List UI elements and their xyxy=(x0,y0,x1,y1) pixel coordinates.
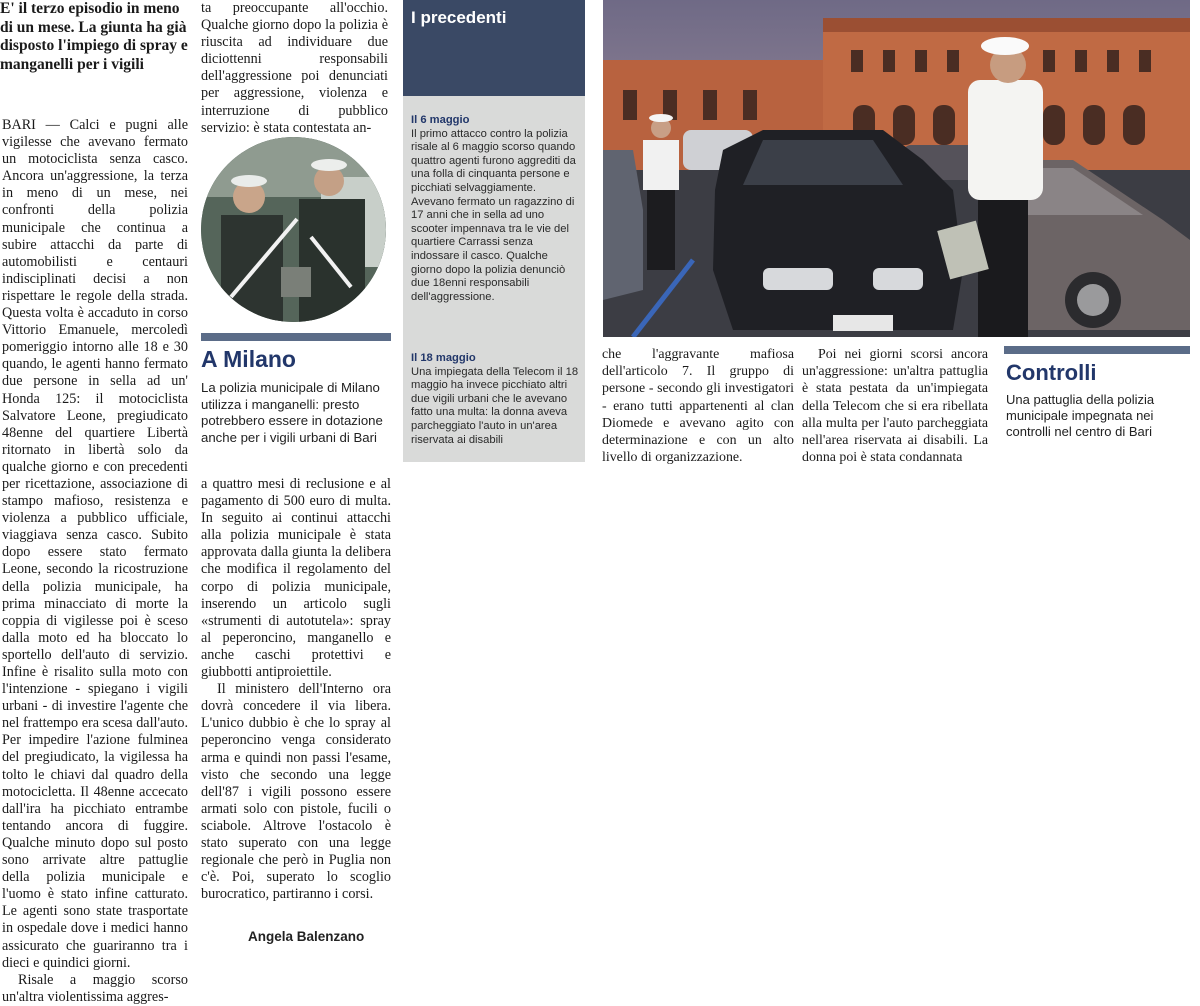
article-column-3 xyxy=(602,346,794,466)
article-paragraph: Il ministero dell'Interno ora dovrà concedere il via libera. L'unico dubbio è che lo spray al peperoncino venga considerato arma e quindi non passi l'esame, visto che secondo una legge dell'87 i vigili possono essere armati solo con pistole, fucili o sciabole. Altrove l'ostacolo è stato superato con una legge regionale che però in Puglia non c'è. Poi, superato lo scoglio burocratico, partiranno i corsi. xyxy=(201,681,391,903)
controlli-caption: Una pattuglia della polizia municipale impegnata nei controlli nel centro di Bari xyxy=(1006,392,1155,439)
article-paragraph: Poi nei giorni scorsi ancora un'aggressione: un'altra pattuglia è stata pestata da un'impiegata della Telecom che si era ribellata alla multa per l'auto parcheggiata nell'area riservata ai disabili. La donna poi è stata condannata xyxy=(802,347,988,466)
milano-caption: La polizia municipale di Milano utilizza i manganelli: presto potrebbero essere in dotazione anche per i vigili urbani di Bari xyxy=(201,380,383,445)
article-paragraph: BARI — Calci e pugni alle vigilesse che avevano fermato un motociclista senza casco. Ancora un'aggressione, la terza in meno di un mese, nei confronti della polizia municipale che continua a subire attacchi da parte di automobilisti e centauri indisciplinati decisi a non rispettare le regole della strada. Questa volta è accaduto in corso Vittorio Emanuele, mercoledì pomeriggio intorno alle 18 e 30 quando, le agenti hanno fermato due persone in sella ad un' Honda 125: il motociclista Salvatore Leone, pregiudicato 48enne del quartiere Libertà ritornato in libertà solo da qualche giorno e con precedenti per ricettazione, associazione di stampo mafioso, resistenza e violenza a pubblico ufficiale, viaggiava senza casco. Subito dopo essere stato fermato Leone, secondo la ricostruzione della polizia municipale, ha prima minacciato di morte la coppia di vigilesse poi è sceso dalla moto ed ha bloccato lo sportello dell'auto di servizio. Infine è risalito sulla moto con l'intenzione - spiegano i vigili urbani - di investire l'agente che nel frattempo era scesa dall'auto. Per impedire l'azione fulminea del pregiudicato, la vigilessa ha tolto le chiavi dal quadro della motocicletta. Il 48enne accecato dall'ira ha picchiato entrambe tentando ancora di fuggire. Qualche minuto dopo sul posto sono arrivate altre pattuglie della polizia municipale e l'uomo è stato infine catturato. Le agenti sono state trasportate in ospedale dove i medici hanno assicurato che guariranno tra i dieci e quindici giorni. xyxy=(2,117,188,971)
officers-photo xyxy=(201,137,386,322)
milano-title: A Milano xyxy=(201,346,296,372)
controlli-title: Controlli xyxy=(1006,360,1097,385)
article-column-2-bottom xyxy=(201,476,391,903)
article-paragraph: che l'aggravante mafiosa dell'articolo 7. Il gruppo di persone - secondo gli investigatori - erano tutti appartenenti al clan Diomede e avevano agito con determinazione e con un alto livello di organizzazione. xyxy=(602,347,794,466)
precedenti-date: Il 18 maggio xyxy=(411,352,476,364)
precedenti-item xyxy=(411,352,579,447)
precedenti-item xyxy=(411,114,579,304)
article-subhead: E' il terzo episodio in meno di un mese. La giunta ha già disposto l'impiego di spray e manganelli per i vigili xyxy=(0,0,188,73)
precedenti-text: Il primo attacco contro la polizia risale al 6 maggio scorso quando quattro agenti furono aggrediti da una folla di cinquanta persone e picchiati selvaggiamente. Avevano fermato un ragazzino di 17 anni che in sella ad uno scooter impennava tra le vie del quartiere Carrassi senza indossare il casco. Qualche giorno dopo la polizia denunciò due 18enni responsabili dell'aggressione. xyxy=(411,127,576,303)
article-column-1 xyxy=(2,117,188,1006)
article-paragraph: a quattro mesi di reclusione e al pagamento di 500 euro di multa. In seguito ai continui attacchi alla polizia municipale è stata approvata dalla giunta la delibera che modifica il regolamento del corpo di polizia municipale, inserendo un articolo sugli «strumenti di autotutela»: spray al peperoncino, manganello e anche caschi protettivi e giubbotti antiproiettile. xyxy=(201,476,391,681)
article-paragraph: Risale a maggio scorso un'altra violentissima aggres- xyxy=(2,971,188,1005)
article-column-2-top xyxy=(201,0,388,137)
precedenti-title: I precedenti xyxy=(411,8,507,27)
byline: Angela Balenzano xyxy=(248,929,365,944)
article-column-4 xyxy=(802,346,988,466)
section-divider-bar xyxy=(1004,346,1190,354)
section-divider-bar xyxy=(201,333,391,341)
precedenti-text: Una impiegata della Telecom il 18 maggio ha invece picchiato altri due vigili urbani che le avevano fatto una multa: la donna aveva parcheggiato l'auto in un'area riservata ai disabili xyxy=(411,365,579,446)
precedenti-date: Il 6 maggio xyxy=(411,114,470,126)
article-paragraph: ta preoccupante all'occhio. Qualche giorno dopo la polizia è riuscita ad individuare due diciottenni responsabili dell'aggressione poi denunciati per aggressione, violenza e interruzione di pubblico servizio: è stata contestata an- xyxy=(201,0,388,136)
checkpoint-photo xyxy=(603,0,1190,337)
